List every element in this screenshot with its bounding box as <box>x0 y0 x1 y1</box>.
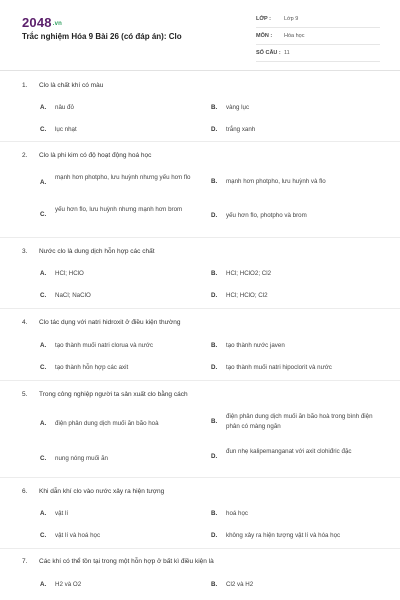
answer-key: D. <box>211 452 218 460</box>
question-stem: Clo là phi kim có độ hoạt động hoá học <box>39 152 152 159</box>
question-divider <box>0 308 400 309</box>
question-text <box>22 319 180 326</box>
answer-key: D. <box>211 126 218 133</box>
question-text <box>22 82 103 89</box>
answer-key: A. <box>40 581 47 588</box>
answer-text: H2 và O2 <box>55 581 82 588</box>
answer-key: D. <box>211 364 218 371</box>
answer-key: B. <box>211 510 218 517</box>
question-number: 3. <box>22 248 28 255</box>
answer-key: C. <box>40 292 47 299</box>
question-text <box>22 391 188 398</box>
answer-key: C. <box>40 455 47 462</box>
answer-text: hoá học <box>226 510 249 517</box>
answer-key: A. <box>40 510 47 517</box>
answer-text: tạo thành muối natri hipoclorit và nước <box>226 364 332 371</box>
question-text <box>22 558 214 565</box>
answer-text: vàng lục <box>226 104 250 111</box>
answer-key: A. <box>40 270 47 277</box>
header-divider <box>0 70 400 71</box>
answer-text: tạo thành nước javen <box>226 342 285 349</box>
meta-label: MÔN : <box>256 33 273 39</box>
logo-tld[interactable]: .vn <box>52 21 63 27</box>
answer-key: A. <box>40 420 47 427</box>
question-number: 4. <box>22 319 28 326</box>
answer-key: C. <box>40 532 47 539</box>
question-number: 6. <box>22 488 28 495</box>
meta-value: Lớp 9 <box>284 16 299 22</box>
question-text <box>22 248 155 255</box>
question-divider <box>0 477 400 478</box>
meta-row-grade <box>256 13 380 28</box>
answer-key: A. <box>40 342 47 349</box>
answer-text: tạo thành hỗn hợp các axit <box>55 364 129 371</box>
answer-text: điện phân dung dịch muối ăn bão hoà trong bình điện phân có màng ngăn <box>226 413 373 430</box>
answer-key: B. <box>211 270 218 277</box>
question-number: 7. <box>22 558 28 565</box>
question-stem: Nước clo là dung dịch hỗn hợp các chất <box>39 248 155 255</box>
answer-key: B. <box>211 342 218 349</box>
page-title: Trắc nghiệm Hóa 9 Bài 26 (có đáp án): Clo <box>22 32 182 41</box>
meta-row-subject <box>256 30 380 45</box>
answer-text: vật lí và hoá học <box>55 532 101 539</box>
answer-key: B. <box>211 104 218 111</box>
answer-text: lục nhạt <box>55 126 77 133</box>
question-number: 2. <box>22 152 28 159</box>
question-divider <box>0 380 400 381</box>
answer-key: D. <box>211 292 218 299</box>
quiz-meta <box>256 13 380 64</box>
question-text <box>22 152 151 159</box>
question-stem: Các khí có thể tồn tại trong một hỗn hợp ở bất kì điều kiện là <box>39 558 214 565</box>
answer-key: B. <box>211 417 218 425</box>
answer-text: NaCl; NaClO <box>55 292 91 299</box>
meta-label: SỐ CÂU : <box>256 50 281 56</box>
meta-value: Hóa học <box>284 33 305 39</box>
answer-key: C. <box>40 364 47 371</box>
logo-text[interactable]: 2048 <box>22 15 52 30</box>
answer-text: nung nóng muối ăn <box>55 455 108 462</box>
answer-text: yếu hơn flo, photpho và brom <box>226 212 307 219</box>
question-number: 1. <box>22 82 28 89</box>
meta-value: 11 <box>284 50 290 56</box>
answer-key: C. <box>40 126 47 133</box>
answer-key: B. <box>211 178 218 185</box>
answer-key: A. <box>40 178 47 186</box>
answer-text: Cl2 và H2 <box>226 581 254 588</box>
answer-key: D. <box>211 212 218 219</box>
answer-text: mạnh hơn photpho, lưu huỳnh nhưng yếu hơn flo <box>55 174 191 181</box>
question-number: 5. <box>22 391 28 398</box>
answer-key: A. <box>40 104 47 111</box>
question-divider <box>0 237 400 238</box>
answer-text: tạo thành muối natri clorua và nước <box>55 342 153 349</box>
answer-text: mạnh hơn photpho, lưu huỳnh và flo <box>226 178 326 185</box>
answer-text: đun nhẹ kalipemanganat với axit clohiđric đặc <box>226 448 352 455</box>
question-stem: Clo tác dụng với natri hidroxit ở điều kiện thường <box>39 319 181 326</box>
page-header <box>0 0 400 70</box>
answer-text: yếu hơn flo, lưu huỳnh nhưng mạnh hơn brom <box>55 206 183 213</box>
answer-text: trắng xanh <box>226 126 256 133</box>
answer-key: B. <box>211 581 218 588</box>
answer-text: nâu đỏ <box>55 104 74 111</box>
question-text <box>22 488 164 495</box>
question-divider <box>0 548 400 549</box>
question-stem: Clo là chất khí có màu <box>39 82 104 89</box>
question-divider <box>0 141 400 142</box>
answer-key: C. <box>40 210 47 218</box>
answer-text: điện phân dung dịch muối ăn bão hoà <box>55 420 159 427</box>
answer-text: HCl; HClO2; Cl2 <box>226 270 272 277</box>
answer-text: HCl; HClO; Cl2 <box>226 292 268 299</box>
answer-text: vật lí <box>55 510 69 517</box>
answer-text: không xảy ra hiện tượng vật lí và hóa học <box>226 532 341 539</box>
question-stem: Trong công nghiệp người ta sản xuất clo bằng cách <box>39 391 188 398</box>
site-logo[interactable] <box>22 15 62 30</box>
answer-text: HCl; HClO <box>55 270 84 277</box>
meta-label: LỚP : <box>256 16 271 22</box>
question-stem: Khi dẫn khí clo vào nước xảy ra hiện tượng <box>39 488 165 495</box>
meta-row-count <box>256 47 380 62</box>
answer-key: D. <box>211 532 218 539</box>
